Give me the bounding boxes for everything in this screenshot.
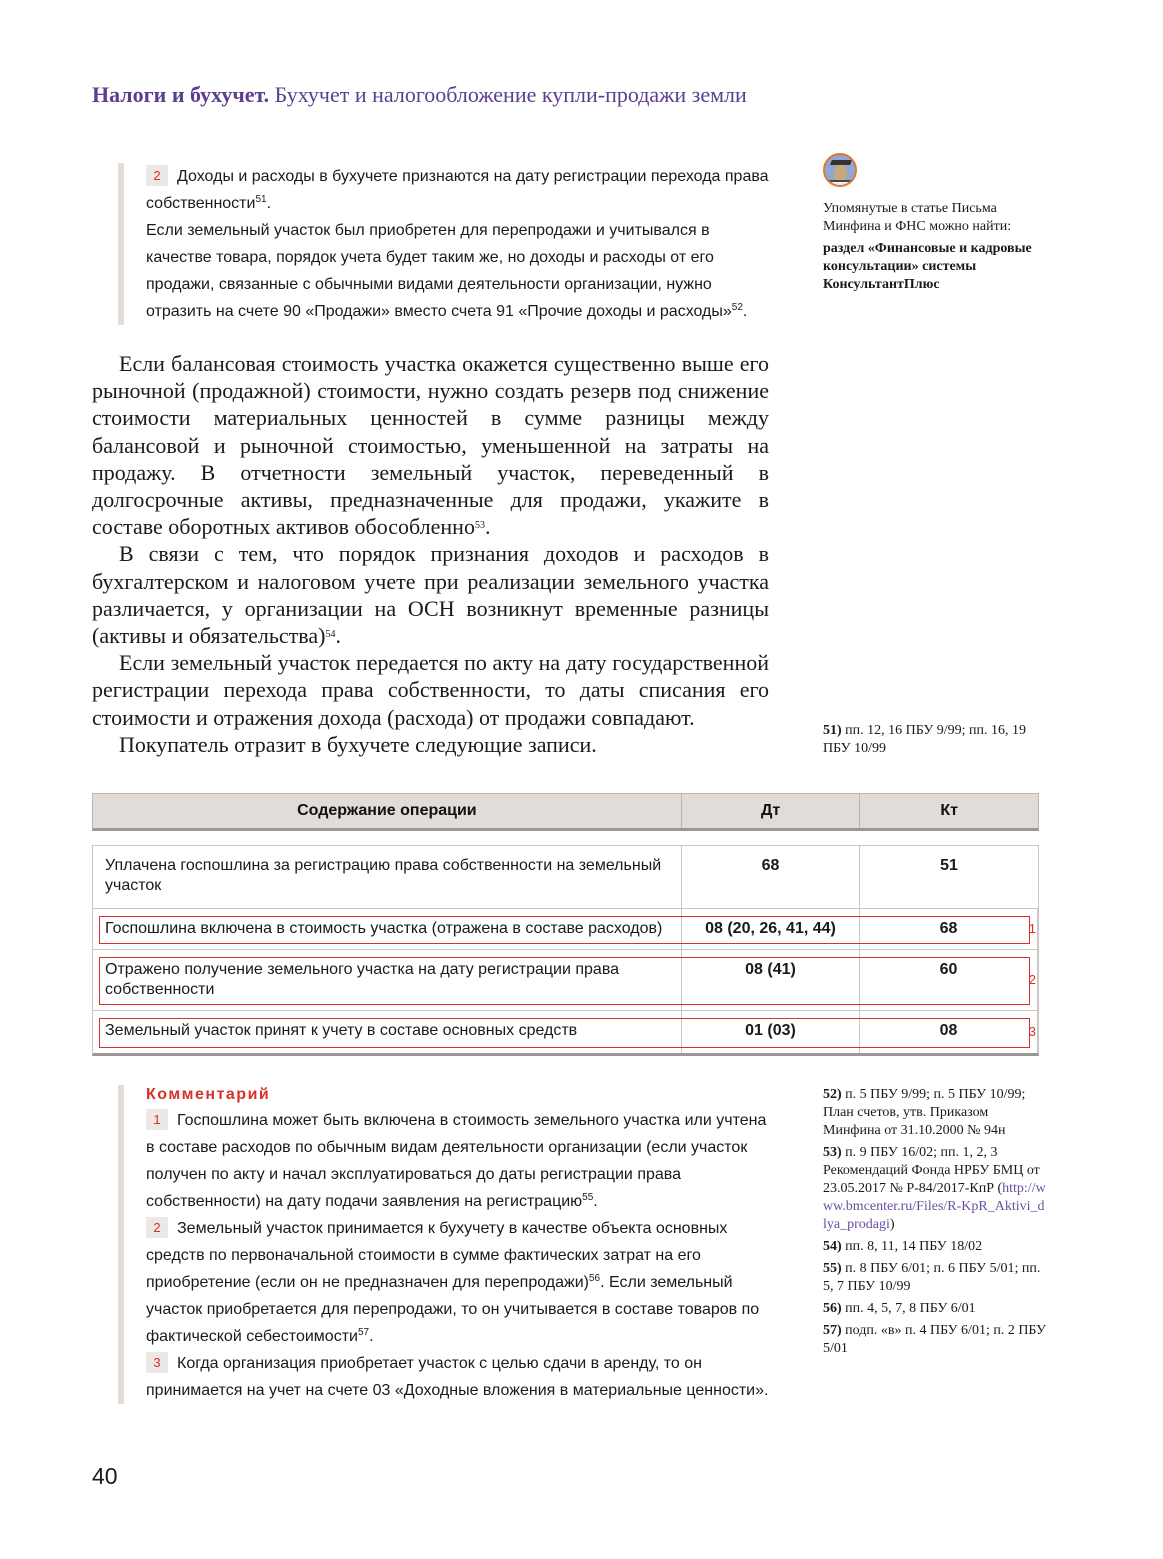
operation-cell: Земельный участок принят к учету в составе основных средств	[93, 1011, 682, 1053]
comment-item: 3 Когда организация приобретает участок с целью сдачи в аренду, то он принимается на учет на счете 03 «Доходные вложения в материальные ценности».	[146, 1350, 771, 1404]
body-paragraph: Если земельный участок передается по акту на дату государственной регистрации перехода права собственности, то даты списания его стоимости и отражения дохода (расхода) от продажи совпадают.	[92, 650, 769, 730]
footnote-ref[interactable]: 55	[582, 1192, 594, 1203]
footnote-57: 57) подп. «в» п. 4 ПБУ 6/01; п. 2 ПБУ 5/01	[823, 1323, 1046, 1356]
callout-top-para-1: 2 Доходы и расходы в бухучете признаются на дату регистрации перехода права собственности$^{51}$.	[146, 163, 771, 217]
callout-top-para-2: Если земельный участок был приобретен для перепродажи и учитывался в качестве товара, порядок учета будет таким же, но доходы и расходы от его продажи, связанные с обычными видами деятельности организации, нужно отразить на счете 90 «Продажи» вместо счета 91 «Прочие доходы и расходы»$^{52}$.	[146, 222, 748, 320]
comment-item: 1 Госпошлина может быть включена в стоимость земельного участка или учтена в составе расходов по обычным видам деятельности организации (если участок получен по акту и начал эксплуатироваться до даты регистрации права собственности) на дату подачи заявления на регистрацию$^{55}$.	[146, 1107, 771, 1215]
article-body	[92, 350, 769, 758]
page-number: 40	[92, 1463, 118, 1489]
footnote-ref[interactable]: 54	[325, 629, 336, 641]
footnote-ref[interactable]: 56	[588, 1273, 601, 1284]
body-paragraph: Покупатель отразит в бухучете следующие записи.	[119, 731, 597, 757]
comment-callout	[118, 1085, 771, 1404]
footnote-52: 52) п. 5 ПБУ 9/99; п. 5 ПБУ 10/99; План счетов, утв. Приказом Минфина от 31.10.2000 № 94н	[823, 1087, 1026, 1138]
footnote-ref[interactable]: 53	[474, 520, 485, 532]
table-row	[93, 909, 1038, 950]
footnotes-list	[823, 1086, 1048, 1362]
comment-title: Комментарий	[146, 1086, 271, 1103]
comment-item: 2 Земельный участок принимается к бухучету в качестве объекта основных средств по первоначальной стоимости в сумме фактических затрат на его приобретение (если он не предназначен для перепродажи)$^{56}$. Если земельный участок приобретается для перепродажи, то он учитывается в составе товаров по фактической себестоимости$^{57}$.	[146, 1215, 771, 1350]
footnote-51: 51) пп. 12, 16 ПБУ 9/99; пп. 16, 19 ПБУ 10/99	[823, 723, 1026, 756]
comment-number-badge: 3	[146, 1352, 168, 1373]
column-header-operation: Содержание операции	[93, 794, 682, 828]
credit-cell: 60	[860, 950, 1038, 1010]
row-comment-marker: 2	[1028, 971, 1036, 987]
footnote-54: 54) пп. 8, 11, 14 ПБУ 18/02	[823, 1239, 983, 1254]
header-section: Налоги и бухучет.	[92, 82, 270, 107]
sidebar-note-source: раздел «Финансовые и кадровые консультации» системы КонсультантПлюс	[823, 241, 1032, 292]
comment-number-badge: 2	[146, 1217, 168, 1238]
table-row	[93, 950, 1038, 1011]
credit-cell: 08	[860, 1011, 1038, 1053]
table-row	[93, 1011, 1038, 1053]
debit-cell: 68	[682, 846, 860, 908]
row-comment-marker: 1	[1028, 920, 1036, 936]
footnote-56: 56) пп. 4, 5, 7, 8 ПБУ 6/01	[823, 1301, 976, 1316]
footnote-ref[interactable]: 51	[255, 194, 267, 205]
operation-cell: Госпошлина включена в стоимость участка (отражена в составе расходов)	[93, 909, 682, 949]
debit-cell: 08 (20, 26, 41, 44)	[682, 909, 860, 949]
debit-cell: 01 (03)	[682, 1011, 860, 1053]
sidebar-note	[823, 200, 1048, 294]
column-header-credit: Кт	[940, 802, 958, 819]
operation-cell: Отражено получение земельного участка на дату регистрации права собственности	[93, 950, 682, 1010]
operation-cell: Уплачена госпошлина за регистрацию права собственности на земельный участок	[93, 846, 682, 908]
footnote-link[interactable]: http://www.bmcenter.ru/Files/R-KpR_Aktivi_dlya_prodagi	[823, 1181, 1046, 1232]
header-title: Бухучет и налогообложение купли-продажи земли	[274, 82, 747, 107]
column-header-debit: Дт	[682, 794, 861, 828]
footnote-ref[interactable]: 57	[357, 1327, 370, 1338]
postings-table	[92, 793, 1039, 1056]
body-paragraph: В связи с тем, что порядок признания доходов и расходов в бухгалтерском и налоговом учете при реализации земельного участка различается, у организации на ОСН возникнут временные разницы (активы и обязательства)$^{54}$.	[92, 541, 769, 649]
table-body	[92, 845, 1039, 1056]
row-comment-marker: 3	[1028, 1023, 1036, 1039]
debit-cell: 08 (41)	[682, 950, 860, 1010]
comment-number-badge: 1	[146, 1109, 168, 1130]
body-paragraph: Если балансовая стоимость участка окажется существенно выше его рыночной (продажной) стоимости, нужно создать резерв под снижение стоимости материальных ценностей в сумме разницы между балансовой и рыночной стоимостью, уменьшенной на затраты на продажу. В отчетности земельный участок, переведенный в долгосрочные активы, предназначенные для продажи, укажите в составе оборотных активов обособленно$^{53}$.	[92, 351, 769, 540]
table-row	[93, 846, 1038, 909]
sidebar-note-text: Упомянутые в статье Письма Минфина и ФНС можно найти:	[823, 201, 1012, 234]
callout-top	[118, 163, 771, 325]
footnote-ref[interactable]: 52	[731, 302, 743, 313]
footnote-53: 53) п. 9 ПБУ 16/02; пп. 1, 2, 3 Рекомендаций Фонда НРБУ БМЦ от 23.05.2017 № Р-84/2017-КпР (http://www.bmcenter.ru/Files/R-KpR_Aktivi_dlya_prodagi)	[823, 1145, 1046, 1232]
callout-number-badge: 2	[146, 165, 168, 186]
credit-cell: 68	[860, 909, 1038, 949]
credit-cell: 51	[940, 857, 958, 874]
expert-avatar-icon	[823, 153, 857, 187]
footnote-55: 55) п. 8 ПБУ 6/01; п. 6 ПБУ 5/01; пп. 5, 7 ПБУ 10/99	[823, 1261, 1041, 1294]
table-header	[92, 793, 1039, 831]
running-header	[92, 82, 747, 108]
